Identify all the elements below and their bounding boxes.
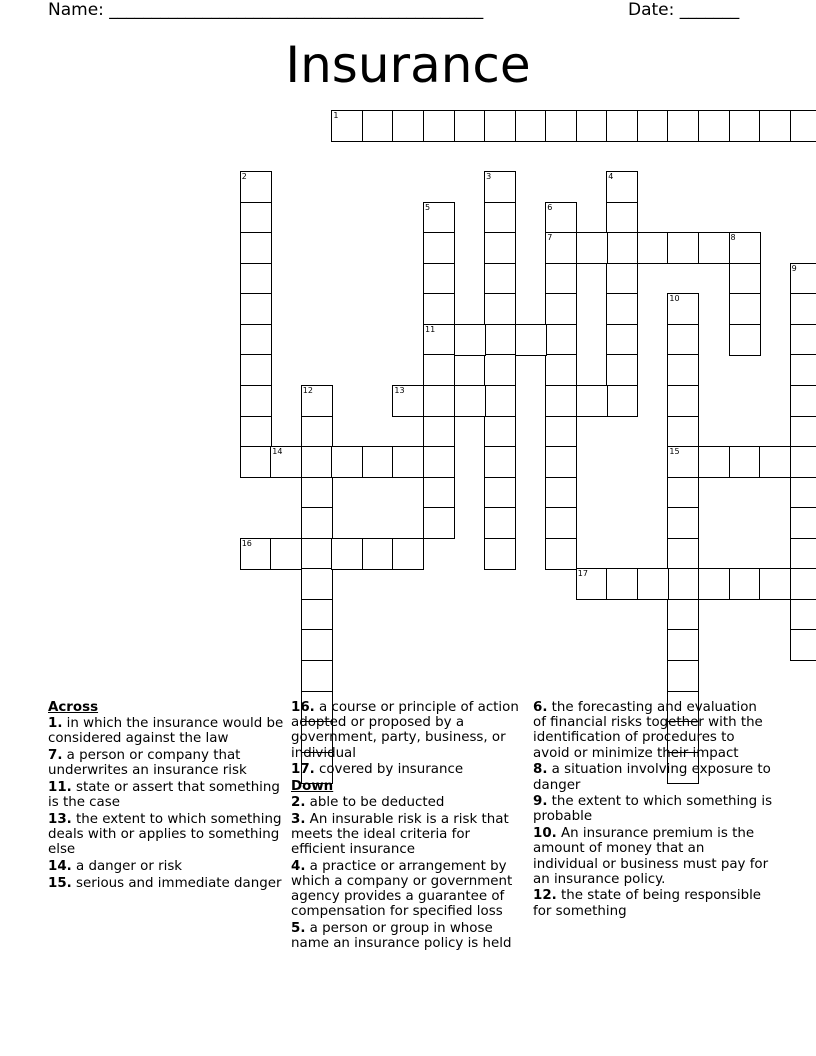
name-label: Name: [48,0,104,20]
grid-cell[interactable] [729,293,761,325]
grid-cell[interactable] [484,446,516,478]
grid-cell[interactable] [331,446,363,478]
grid-cell[interactable] [270,538,302,570]
clue-item-text: the state of being responsible for something [533,888,762,919]
grid-cell[interactable] [392,446,424,478]
clue-number: 4 [608,172,614,182]
clue-item [48,780,284,810]
grid-cell[interactable] [240,324,272,356]
clue-item-number: 15. [48,875,72,891]
clue-item-text: able to be deducted [309,795,445,811]
clue-item-number: 17. [291,762,315,778]
clue-item [48,859,284,874]
grid-cell[interactable] [423,202,455,234]
grid-cell[interactable] [606,568,638,600]
clue-item-number: 4. [291,858,306,874]
grid-cell[interactable] [545,538,577,570]
grid-cell[interactable] [240,385,272,417]
grid-cell[interactable] [240,171,272,203]
grid-cell[interactable] [637,110,669,142]
clue-item-number: 7. [48,747,63,763]
grid-cell[interactable] [790,416,816,448]
grid-cell[interactable] [606,171,638,203]
grid-cell[interactable] [790,446,816,478]
grid-cell[interactable] [423,293,455,325]
clue-item [291,700,519,761]
grid-cell[interactable] [392,538,424,570]
grid-cell[interactable] [484,507,516,539]
clue-number: 2 [241,172,247,182]
grid-cell[interactable] [545,385,577,417]
clue-item-number: 11. [48,779,72,795]
grid-cell[interactable] [545,202,577,234]
grid-cell[interactable] [423,110,455,142]
grid-cell[interactable] [698,110,730,142]
grid-cell[interactable] [606,293,638,325]
grid-cell[interactable] [667,354,699,386]
clue-number: 15 [669,447,680,457]
grid-cell[interactable] [331,538,363,570]
clues-column-2 [291,700,519,953]
grid-cell[interactable] [667,446,699,478]
grid-cell[interactable] [729,446,761,478]
clue-item [291,762,519,777]
clue-item-text: An insurable risk is a risk that meets the ideal criteria for efficient insurance [291,811,509,858]
grid-cell[interactable] [240,538,272,570]
clue-item [48,748,284,778]
grid-cell[interactable] [729,568,761,600]
grid-cell[interactable] [606,354,638,386]
clue-number: 16 [241,538,252,548]
grid-cell[interactable] [576,568,608,600]
clue-item-text: in which the insurance would be considered against the law [48,716,284,747]
clue-number: 10 [669,294,680,304]
grid-cell[interactable] [240,263,272,295]
grid-cell[interactable] [240,293,272,325]
clue-item-text: a course or principle of action adopted or proposed by a government, party, business, or individual [291,700,519,761]
grid-cell[interactable] [240,232,272,264]
clue-number: 13 [394,385,405,395]
clue-heading-across: Across [48,700,99,715]
clue-number: 8 [730,233,736,243]
grid-cell[interactable] [362,538,394,570]
grid-cell[interactable] [423,324,455,356]
grid-cell[interactable] [545,507,577,539]
grid-cell[interactable] [790,477,816,509]
clue-item-number: 8. [533,762,548,778]
grid-cell[interactable] [759,110,791,142]
clue-item-text: the extent to which something deals with or applies to something else [48,811,282,858]
grid-cell[interactable] [790,629,816,661]
clue-item [48,876,284,891]
grid-cell[interactable] [790,568,816,600]
clue-item-number: 16. [291,700,315,715]
clue-item-number: 10. [533,826,557,842]
grid-cell[interactable] [545,446,577,478]
grid-cell[interactable] [545,477,577,509]
page-title: Insurance [285,36,531,94]
grid-cell[interactable] [240,446,272,478]
grid-cell[interactable] [606,385,638,417]
grid-cell[interactable] [576,385,608,417]
clue-number: 12 [302,385,313,395]
clue-number: 1 [333,111,339,120]
clue-item-text: An insurance premium is the amount of money that an individual or business must pay for an insurance policy. [533,826,769,887]
name-line: ____________________________________________ [109,0,484,20]
grid-cell[interactable] [301,446,333,478]
grid-cell[interactable] [423,416,455,448]
grid-cell[interactable] [667,507,699,539]
grid-cell[interactable] [270,446,302,478]
grid-cell[interactable] [515,110,547,142]
grid-cell[interactable] [484,538,516,570]
grid-cell[interactable] [790,263,816,295]
grid-cell[interactable] [698,446,730,478]
grid-cell[interactable] [545,232,577,264]
grid-cell[interactable] [301,477,333,509]
clue-item-text: a danger or risk [76,858,183,874]
grid-cell[interactable] [667,538,699,570]
grid-cell[interactable] [423,477,455,509]
grid-cell[interactable] [484,324,516,356]
date-label: Date: [628,0,675,20]
grid-cell[interactable] [790,354,816,386]
grid-cell[interactable] [484,293,516,325]
grid-cell[interactable] [484,232,516,264]
grid-cell[interactable] [454,385,486,417]
clue-item [533,888,773,918]
grid-cell[interactable] [606,263,638,295]
clue-item-text: a situation involving exposure to danger [533,762,771,793]
grid-cell[interactable] [484,354,516,386]
grid-cell[interactable] [790,507,816,539]
grid-cell[interactable] [484,263,516,295]
clue-item-text: covered by insurance [319,762,464,778]
grid-cell[interactable] [667,599,699,631]
grid-cell[interactable] [790,599,816,631]
clue-number: 6 [547,202,553,212]
grid-cell[interactable] [301,507,333,539]
clue-heading-down: Down [291,779,334,795]
grid-cell[interactable] [698,568,730,600]
clue-item [48,812,284,858]
grid-cell[interactable] [515,324,547,356]
grid-cell[interactable] [423,232,455,264]
grid-cell[interactable] [423,385,455,417]
clue-item-text: a practice or arrangement by which a company or government agency provides a guarantee of compensation for specified loss [291,858,513,920]
grid-cell[interactable] [606,324,638,356]
clue-item-number: 5. [291,921,306,937]
clue-item-number: 2. [291,795,306,811]
clue-item-number: 6. [533,700,548,715]
grid-cell[interactable] [240,416,272,448]
clue-item [533,826,773,887]
grid-cell[interactable] [606,110,638,142]
clue-item [533,700,773,761]
grid-cell[interactable] [301,599,333,631]
grid-cell[interactable] [667,629,699,661]
grid-cell[interactable] [545,263,577,295]
grid-cell[interactable] [790,110,816,142]
grid-cell[interactable] [240,202,272,234]
date-line: _______ [679,0,740,20]
grid-cell[interactable] [545,110,577,142]
grid-cell[interactable] [392,385,424,417]
clue-item [533,794,773,824]
clue-item-text: a person or group in whose name an insurance policy is held [291,921,512,952]
grid-cell[interactable] [637,232,669,264]
grid-cell[interactable] [667,385,699,417]
grid-cell[interactable] [423,507,455,539]
grid-cell[interactable] [301,660,333,692]
grid-cell[interactable] [637,568,669,600]
clue-item [533,762,773,792]
clue-item [291,795,519,810]
clue-number: 5 [425,202,431,212]
clue-item-text: the extent to which something is probable [533,794,773,825]
grid-cell[interactable] [667,293,699,325]
grid-cell[interactable] [454,110,486,142]
clues-column-1 [48,700,284,892]
grid-cell[interactable] [790,385,816,417]
grid-cell[interactable] [729,110,761,142]
clue-number: 7 [547,233,553,243]
grid-cell[interactable] [392,110,424,142]
grid-cell[interactable] [606,232,638,264]
grid-cell[interactable] [423,263,455,295]
grid-cell[interactable] [759,446,791,478]
clue-item-text: the forecasting and evaluation of financial risks together with the identification of procedures to avoid or minimize their impact [533,700,763,761]
clue-item [48,716,284,746]
clues-column-3 [533,700,773,920]
grid-cell[interactable] [698,232,730,264]
grid-cell[interactable] [331,110,363,142]
grid-cell[interactable] [301,385,333,417]
grid-cell[interactable] [301,416,333,448]
grid-cell[interactable] [667,416,699,448]
grid-cell[interactable] [667,324,699,356]
grid-cell[interactable] [301,568,333,600]
grid-cell[interactable] [576,232,608,264]
clue-item [291,859,519,920]
grid-cell[interactable] [667,660,699,692]
clue-item [291,812,519,858]
grid-cell[interactable] [606,202,638,234]
grid-cell[interactable] [667,568,699,600]
grid-cell[interactable] [301,538,333,570]
grid-cell[interactable] [301,629,333,661]
clue-item-number: 14. [48,858,72,874]
clue-item-number: 13. [48,811,72,827]
grid-cell[interactable] [667,110,699,142]
grid-cell[interactable] [667,477,699,509]
grid-cell[interactable] [484,416,516,448]
grid-cell[interactable] [790,538,816,570]
clue-number: 3 [486,172,492,182]
grid-cell[interactable] [484,477,516,509]
grid-cell[interactable] [240,354,272,386]
grid-cell[interactable] [484,110,516,142]
grid-cell[interactable] [545,354,577,386]
grid-cell[interactable] [729,263,761,295]
grid-cell[interactable] [362,110,394,142]
grid-cell[interactable] [667,232,699,264]
grid-cell[interactable] [484,385,516,417]
clue-number: 17 [577,569,588,579]
clue-number: 11 [425,324,436,334]
clue-number: 14 [272,447,283,457]
clue-item-text: a person or company that underwrites an insurance risk [48,747,247,779]
grid-cell[interactable] [454,324,486,356]
grid-cell[interactable] [423,354,455,386]
grid-cell[interactable] [545,324,577,356]
grid-cell[interactable] [362,446,394,478]
grid-cell[interactable] [759,568,791,600]
clue-item-number: 12. [533,888,557,904]
clue-item-number: 1. [48,716,63,731]
clue-item-text: serious and immediate danger [76,875,282,891]
grid-cell[interactable] [576,110,608,142]
grid-cell[interactable] [484,202,516,234]
grid-cell[interactable] [545,416,577,448]
clue-item-number: 3. [291,811,306,827]
clue-number: 9 [791,263,797,273]
grid-cell[interactable] [484,171,516,203]
grid-cell[interactable] [790,324,816,356]
clue-item-text: state or assert that something is the case [48,779,280,811]
grid-cell[interactable] [729,324,761,356]
grid-cell[interactable] [545,293,577,325]
grid-cell[interactable] [790,293,816,325]
grid-cell[interactable] [423,446,455,478]
clue-item-number: 9. [533,794,548,810]
clue-item [291,921,519,951]
grid-cell[interactable] [729,232,761,264]
